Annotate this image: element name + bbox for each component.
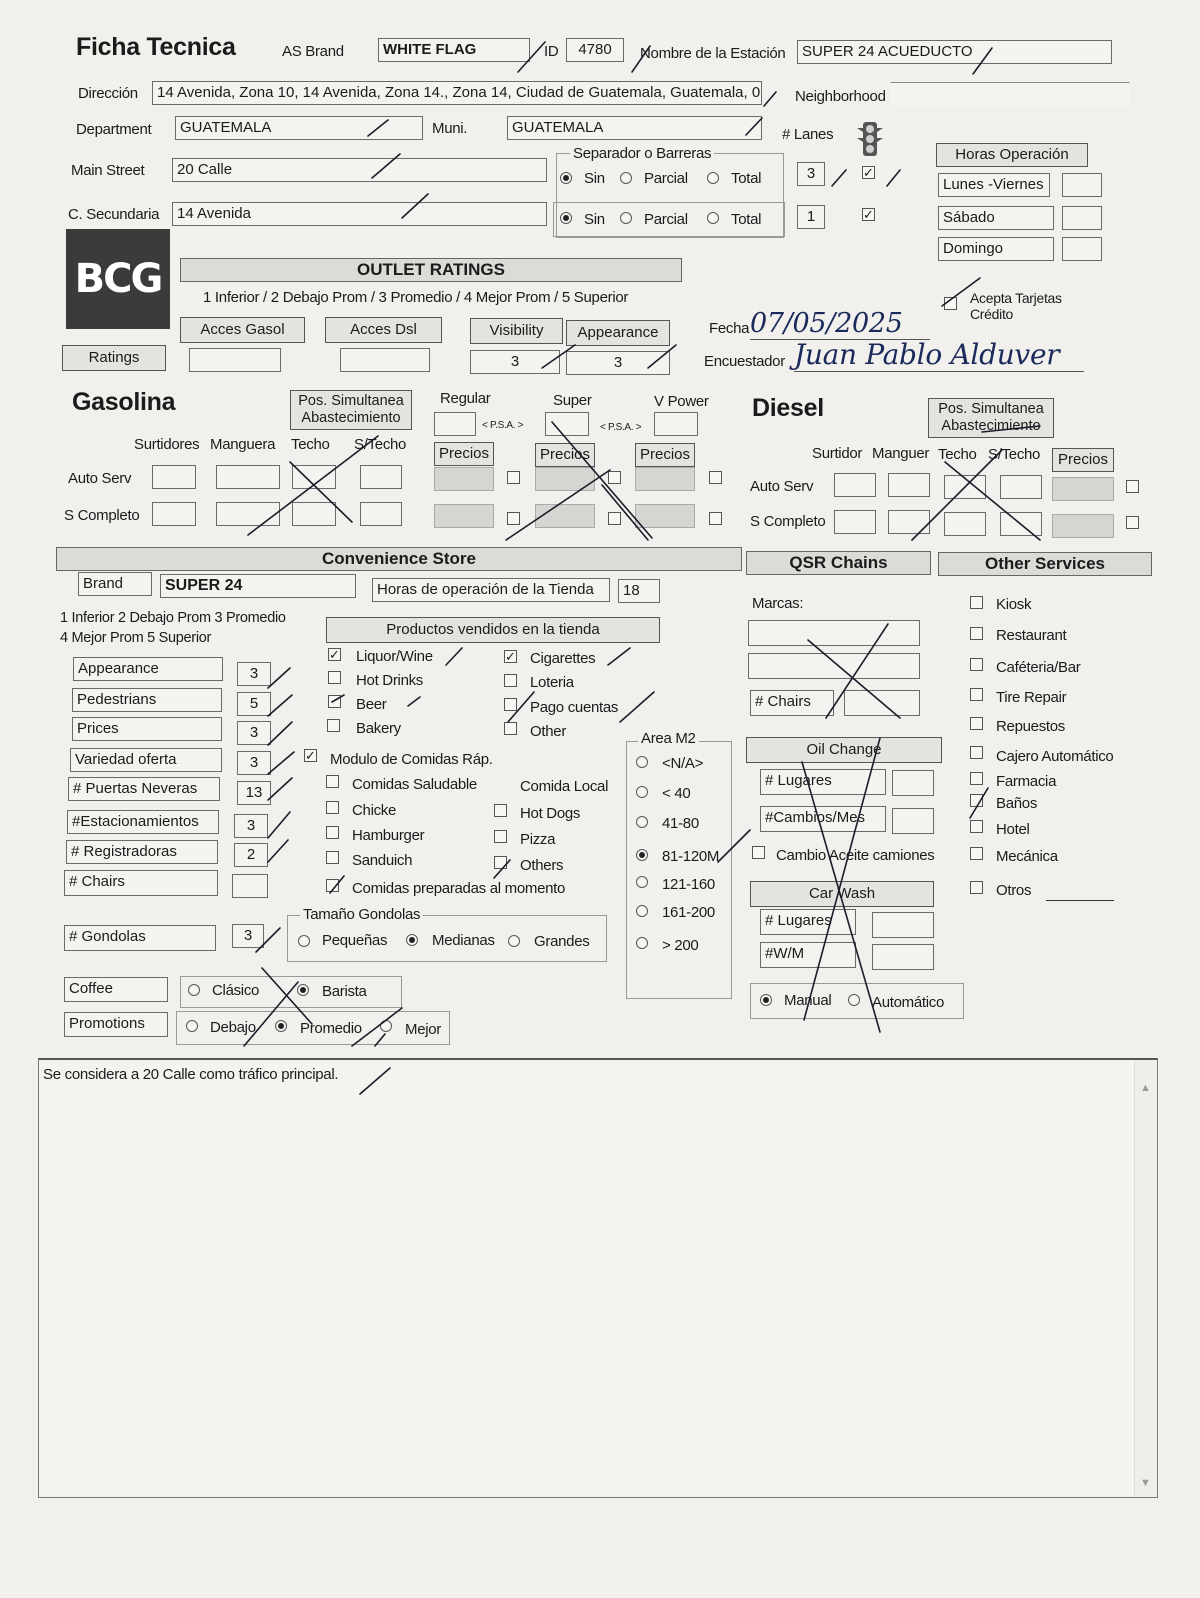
convenience-store-title: Convenience Store — [56, 547, 742, 571]
separador1-parcial-label: Parcial — [644, 170, 688, 187]
hot-dogs-label: Hot Dogs — [520, 805, 581, 822]
lunes-viernes-label: Lunes -Viernes — [938, 173, 1050, 197]
coffee-label: Coffee — [64, 977, 168, 1002]
metric-puertas-label: # Puertas Neveras — [68, 777, 220, 801]
acces-dsl-button[interactable]: Acces Dsl — [325, 317, 442, 343]
regular-label: Regular — [440, 390, 491, 407]
area-na-label: <N/A> — [662, 755, 704, 772]
outlet-ratings-title: OUTLET RATINGS — [180, 258, 682, 282]
area-121-160-label: 121-160 — [662, 876, 715, 893]
metric-estacionamientos-label: #Estacionamientos — [67, 810, 219, 834]
cajero-label: Cajero Automático — [996, 748, 1114, 765]
grandes-label: Grandes — [534, 933, 590, 950]
hot-drinks-label: Hot Drinks — [356, 672, 424, 689]
camiones-label: Cambio Aceite camiones — [776, 847, 935, 864]
store-horas-label: Horas de operación de la Tienda — [372, 578, 610, 602]
hotel-label: Hotel — [996, 821, 1030, 838]
station-field[interactable]: SUPER 24 ACUEDUCTO — [797, 40, 1112, 64]
ticks-store — [256, 648, 654, 952]
metric-pedestrians-field[interactable]: 5 — [237, 692, 271, 716]
store-brand-label: Brand — [78, 572, 152, 596]
area-40-label: < 40 — [662, 785, 691, 802]
oil-cambios-label: #Cambios/Mes — [760, 806, 886, 832]
cigarettes-checkbox[interactable]: ✓ — [505, 649, 516, 664]
metric-registradoras-label: # Registradoras — [66, 840, 218, 864]
psa-label-2: < P.S.A. > — [600, 422, 642, 433]
stecho-label: S/Techo — [354, 436, 407, 453]
area-41-80-label: 41-80 — [662, 815, 699, 832]
sanduich-label: Sanduich — [352, 852, 413, 869]
metric-variedad-field[interactable]: 3 — [237, 751, 271, 775]
carwash-lugares-label: # Lugares — [760, 909, 856, 935]
hamburger-label: Hamburger — [352, 827, 425, 844]
gas-s-completo-label: S Completo — [64, 507, 140, 524]
beer-label: Beer — [356, 696, 387, 713]
lanes-row1-field[interactable]: 3 — [797, 162, 825, 186]
chicke-label: Chicke — [352, 802, 397, 819]
cross-coffee — [244, 968, 402, 1046]
visibility-button[interactable]: Visibility — [470, 318, 563, 344]
ticks-header — [368, 42, 1040, 432]
secundaria-label: C. Secundaria — [68, 206, 160, 223]
notes-text: Se considera a 20 Calle como tráfico principal. — [43, 1066, 339, 1083]
techo-label: Techo — [291, 436, 330, 453]
qsr-chains-title: QSR Chains — [746, 551, 931, 575]
diesel-s-completo-label: S Completo — [750, 513, 826, 530]
diesel-surtidor-label: Surtidor — [812, 445, 863, 462]
barista-label: Barista — [322, 983, 367, 1000]
separador1-sin-label: Sin — [584, 170, 605, 187]
metric-appearance-field[interactable]: 3 — [237, 662, 271, 686]
farmacia-label: Farmacia — [996, 773, 1057, 790]
lanes-label: # Lanes — [782, 126, 834, 143]
store-scale-2: 4 Mejor Prom 5 Superior — [60, 630, 212, 646]
store-horas-field[interactable]: 18 — [618, 579, 660, 603]
horas-operacion-button[interactable]: Horas Operación — [936, 143, 1088, 167]
neighborhood-label: Neighborhood — [795, 88, 886, 105]
scroll-up-icon[interactable]: ▲ — [1140, 1082, 1151, 1094]
car-wash-button[interactable]: Car Wash — [750, 881, 934, 907]
qsr-chairs-label: # Chairs — [750, 690, 834, 716]
other-label: Other — [530, 723, 567, 740]
brand-label: AS Brand — [282, 43, 344, 60]
comida-local-label: Comida Local — [520, 778, 609, 795]
domingo-label: Domingo — [938, 237, 1054, 261]
liquor-checkbox[interactable]: ✓ — [329, 647, 340, 662]
oil-lugares-label: # Lugares — [760, 769, 886, 795]
kiosk-label: Kiosk — [996, 596, 1032, 613]
main-street-field[interactable]: 20 Calle — [172, 158, 547, 182]
surtidores-label: Surtidores — [134, 436, 200, 453]
separador-title: Separador o Barreras — [570, 145, 714, 162]
regular-precios-button[interactable]: Precios — [434, 442, 494, 466]
saludable-label: Comidas Saludable — [352, 776, 477, 793]
diesel-techo-label: Techo — [938, 446, 977, 463]
modulo-checkbox[interactable]: ✓ — [305, 748, 316, 763]
liquor-label: Liquor/Wine — [356, 648, 433, 665]
vpower-label: V Power — [654, 393, 709, 410]
brand-field[interactable]: WHITE FLAG — [378, 38, 530, 62]
restaurant-label: Restaurant — [996, 627, 1067, 644]
encuestador-value[interactable]: Juan Pablo Alduver — [794, 338, 1084, 372]
tamano-title: Tamaño Gondolas — [300, 906, 423, 923]
metric-variedad-label: Variedad oferta — [70, 748, 222, 772]
metric-puertas-field[interactable]: 13 — [237, 781, 271, 805]
store-scale-1: 1 Inferior 2 Debajo Prom 3 Promedio — [60, 610, 286, 626]
metric-registradoras-field[interactable]: 2 — [234, 843, 268, 867]
metric-prices-label: Prices — [72, 717, 222, 741]
cigarettes-label: Cigarettes — [530, 650, 596, 667]
department-label: Department — [76, 121, 152, 138]
station-label: Nombre de la Estación — [640, 45, 786, 62]
diesel-manguer-label: Manguer — [872, 445, 930, 462]
metric-chairs-label: # Chairs — [64, 870, 218, 896]
muni-label: Muni. — [432, 120, 468, 137]
id-field[interactable]: 4780 — [566, 38, 624, 62]
ratings-button[interactable]: Ratings — [62, 345, 166, 371]
direccion-field[interactable]: 14 Avenida, Zona 10, 14 Avenida, Zona 14., Zona 14, Ciudad de Guatemala, Guatemala, 0 — [152, 81, 762, 105]
otros-label: Otros — [996, 882, 1032, 899]
vpower-precios-button[interactable]: Precios — [635, 443, 695, 467]
lanes-row2-checkbox[interactable]: ✓ — [863, 207, 874, 222]
separador2-parcial-label: Parcial — [644, 211, 688, 228]
clasico-label: Clásico — [212, 982, 260, 999]
carwash-wm-label: #W/M — [760, 942, 856, 968]
manguera-label: Manguera — [210, 436, 276, 453]
manual-label: Manual — [784, 992, 832, 1009]
encuestador-label: Encuestador — [704, 353, 785, 370]
direccion-label: Dirección — [78, 85, 138, 102]
gasolina-title: Gasolina — [72, 388, 176, 416]
diesel-title: Diesel — [752, 394, 824, 422]
super-precios-button[interactable]: Precios — [535, 443, 595, 467]
promedio-label: Promedio — [300, 1020, 362, 1037]
acepta-tarjetas-label: Acepta Tarjetas Crédito — [970, 290, 1062, 322]
promotions-label: Promotions — [64, 1012, 168, 1037]
metric-appearance-label: Appearance — [73, 657, 223, 681]
repuestos-label: Repuestos — [996, 718, 1066, 735]
debajo-label: Debajo — [210, 1019, 256, 1036]
gas-auto-serv-label: Auto Serv — [68, 470, 132, 487]
bakery-label: Bakery — [356, 720, 401, 737]
store-brand-field[interactable]: SUPER 24 — [160, 574, 356, 598]
oil-change-button[interactable]: Oil Change — [746, 737, 942, 763]
others-label: Others — [520, 857, 564, 874]
mejor-label: Mejor — [405, 1021, 442, 1038]
cross-diesel — [912, 450, 1040, 540]
diesel-stecho-label: S/Techo — [988, 446, 1041, 463]
banos-label: Baños — [996, 795, 1038, 812]
lanes-row1-checkbox[interactable]: ✓ — [863, 165, 874, 180]
ratings-scale: 1 Inferior / 2 Debajo Prom / 3 Promedio / 4 Mejor Prom / 5 Superior — [203, 289, 629, 306]
other-services-title: Other Services — [938, 552, 1152, 576]
scroll-down-icon[interactable]: ▼ — [1140, 1477, 1151, 1489]
gondolas-label: # Gondolas — [64, 925, 216, 951]
diesel-precios-button[interactable]: Precios — [1052, 448, 1114, 472]
separador2-total-label: Total — [731, 211, 762, 228]
area-200-label: > 200 — [662, 937, 699, 954]
mecanica-label: Mecánica — [996, 848, 1058, 865]
muni-field[interactable]: GUATEMALA — [507, 116, 762, 140]
pago-cuentas-label: Pago cuentas — [530, 699, 619, 716]
department-field[interactable]: GUATEMALA — [175, 116, 423, 140]
main-street-label: Main Street — [71, 162, 145, 179]
automatico-label: Automático — [872, 994, 945, 1011]
metric-estacionamientos-field[interactable]: 3 — [234, 814, 268, 838]
cross-qsr — [360, 624, 988, 1094]
tire-repair-label: Tire Repair — [996, 689, 1067, 706]
area-81-120-label: 81-120M — [662, 848, 720, 865]
area-161-200-label: 161-200 — [662, 904, 715, 921]
lanes-row2-field[interactable]: 1 — [797, 205, 825, 229]
appearance-field[interactable]: 3 — [566, 351, 670, 375]
metric-pedestrians-label: Pedestrians — [72, 688, 222, 712]
metric-prices-field[interactable]: 3 — [237, 721, 271, 745]
area-title: Area M2 — [638, 730, 699, 747]
psa-label-1: < P.S.A. > — [482, 420, 524, 431]
loteria-label: Loteria — [530, 674, 574, 691]
gasolina-pos-simultanea-button[interactable]: Pos. Simultanea Abastecimiento — [290, 390, 412, 430]
acces-gasol-button[interactable]: Acces Gasol — [180, 317, 305, 343]
fecha-label: Fecha — [709, 320, 750, 337]
diesel-auto-serv-label: Auto Serv — [750, 478, 814, 495]
sabado-label: Sábado — [938, 206, 1054, 230]
id-label: ID — [544, 43, 559, 60]
visibility-field[interactable]: 3 — [470, 350, 560, 374]
medianas-label: Medianas — [432, 932, 495, 949]
productos-title: Productos vendidos en la tienda — [326, 617, 660, 643]
separador2-sin-label: Sin — [584, 211, 605, 228]
pequenas-label: Pequeñas — [322, 932, 388, 949]
pizza-label: Pizza — [520, 831, 556, 848]
diesel-pos-simultanea-button[interactable]: Pos. Simultanea Abastecimiento — [928, 398, 1054, 438]
fecha-value[interactable]: 07/05/2025 — [750, 308, 930, 340]
separador1-total-label: Total — [731, 170, 762, 187]
bcg-logo: BCG — [66, 229, 170, 329]
gondolas-field[interactable]: 3 — [232, 924, 264, 948]
modulo-label: Modulo de Comidas Ráp. — [330, 751, 493, 768]
cross-gas — [248, 422, 652, 540]
preparadas-label: Comidas preparadas al momento — [352, 880, 566, 897]
super-label: Super — [553, 392, 592, 409]
page-title: Ficha Tecnica — [76, 33, 236, 61]
appearance-button[interactable]: Appearance — [566, 320, 670, 346]
marcas-label: Marcas: — [752, 595, 804, 612]
secundaria-field[interactable]: 14 Avenida — [172, 202, 547, 226]
cafeteria-label: Caféteria/Bar — [996, 659, 1081, 676]
